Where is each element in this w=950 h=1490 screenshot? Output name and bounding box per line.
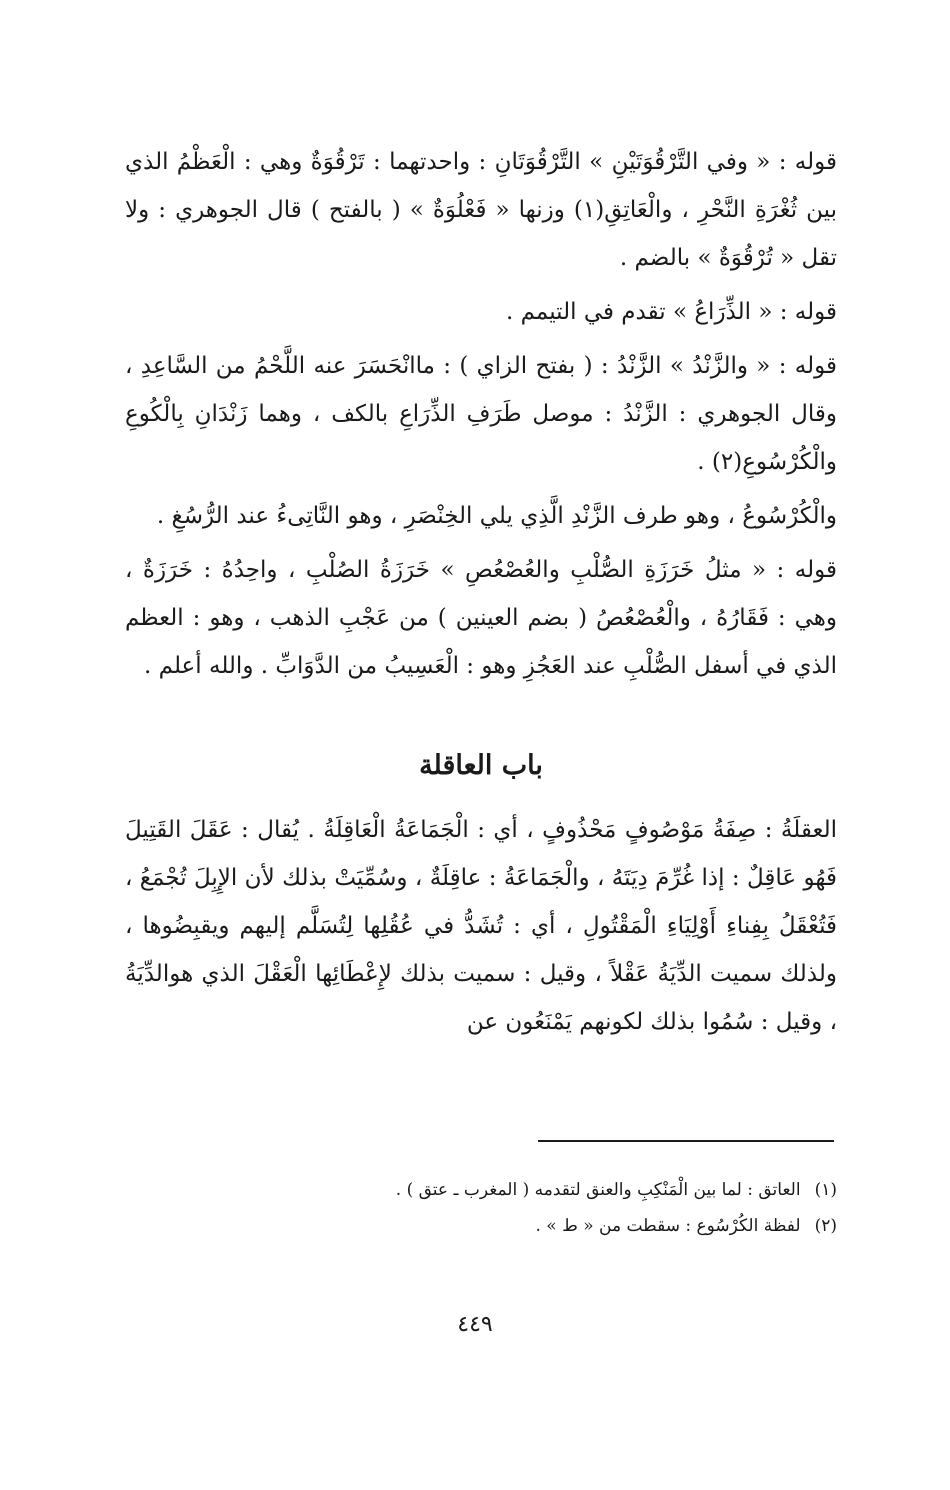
paragraph-dhira: قوله : « الذِّرَاعُ » تقدم في التيمم . <box>506 299 837 325</box>
paragraph-kharazah: قوله : « مثلُ خَرَزَةِ الصُّلْبِ والعُصْعُصِ » خَرَزَةُ الصُلْبِ ، واحِدُهُ : خَرَزَةٌ ، وهي : فَقَارُهُ ، والْعُصْعُصُ ( بضم العينين ) من عَجْبِ الذهب ، وهو : العظم الذي في أسفل الصُّلْبِ عند العَجُزِ وهو : الْعَسِيبُ من الدَّوَابِّ . والله أعلم . <box>125 557 837 679</box>
section-paragraph: العقلَةُ : صِفَةُ مَوْصُوفٍ مَحْذُوفٍ ، أي : الْجَمَاعَةُ الْعَاقِلَةُ . يُقال : عَقَلَ القَتِيلَ فَهُو عَاقِلٌ : إذا غُرِّمَ دِيَتَهُ ، والْجَمَاعَةُ : عاقِلَةٌ ، وسُمِّيَتْ بذلك لأن الإِبِلَ تُجْمَعُ ، فَتُعْقَلُ بِفِناءِ أَوْلِيَاءِ الْمَقْتُولِ ، أي : تُشَدُّ في عُقُلِها لِتُسَلَّم إليهم ويقبِضُوها ، ولذلك سميت الدِّيَةُ عَقْلاً ، وقيل : سميت بذلك لإِعْطَائِها الْعَقْلَ الذي هوالدِّيَةُ ، وقيل : سُمُوا بذلك لكونهم يَمْنَعُون عن <box>125 817 837 1035</box>
paragraph-kursu: والْكُرْسُوعُ ، وهو طرف الزَّنْدِ الَّذِي يلي الخِنْصَرِ ، وهو النَّاتِىءُ عند الرُّسُغِ . <box>156 503 837 529</box>
section-title: باب العاقلة <box>419 750 543 781</box>
footnotes <box>125 1172 837 1244</box>
footnote-1-number: (١) <box>814 1180 837 1200</box>
footnote-2 <box>125 1208 837 1244</box>
footnote-1-text: العاتق : لما بين الْمَنْكِبِ والعنق لتقدمه ( المغرب ـ عتق ) . <box>395 1180 801 1200</box>
footnote-2-number: (٢) <box>814 1216 837 1236</box>
footnote-divider <box>538 1140 834 1142</box>
paragraph-tarquwah: قوله : « وفي التَّرْقُوَتَيْنِ » التَّرْقُوَتَانِ : واحدتهما : تَرْقُوَةٌ وهي : الْعَظْمُ الذي بين ثُغْرَةِ النَّحْرِ ، والْعَاتِقِ(١) وزنها « فَعْلُوَةٌ » ( بالفتح ) قال الجوهري : ولا تقل « تُرْقُوَةٌ » بالضم . <box>125 149 837 271</box>
page-number: ٤٤٩ <box>457 1312 493 1337</box>
footnote-2-text: لفظة الكُرْسُوع : سقطت من « ط » . <box>535 1216 801 1236</box>
footnote-1 <box>125 1172 837 1208</box>
paragraph-zand: قوله : « والزَّنْدُ » الزَّنْدُ : ( بفتح الزاي ) : ماانْحَسَرَ عنه اللَّحْمُ من السَّاعِدِ ، وقال الجوهري : الزَّنْدُ : موصل طَرَفِ الذِّرَاعِ بالكف ، وهما زَنْدَانِ بِالْكُوعِ والْكُرْسُوعِ(٢) . <box>125 353 837 475</box>
page-body <box>125 138 837 1052</box>
